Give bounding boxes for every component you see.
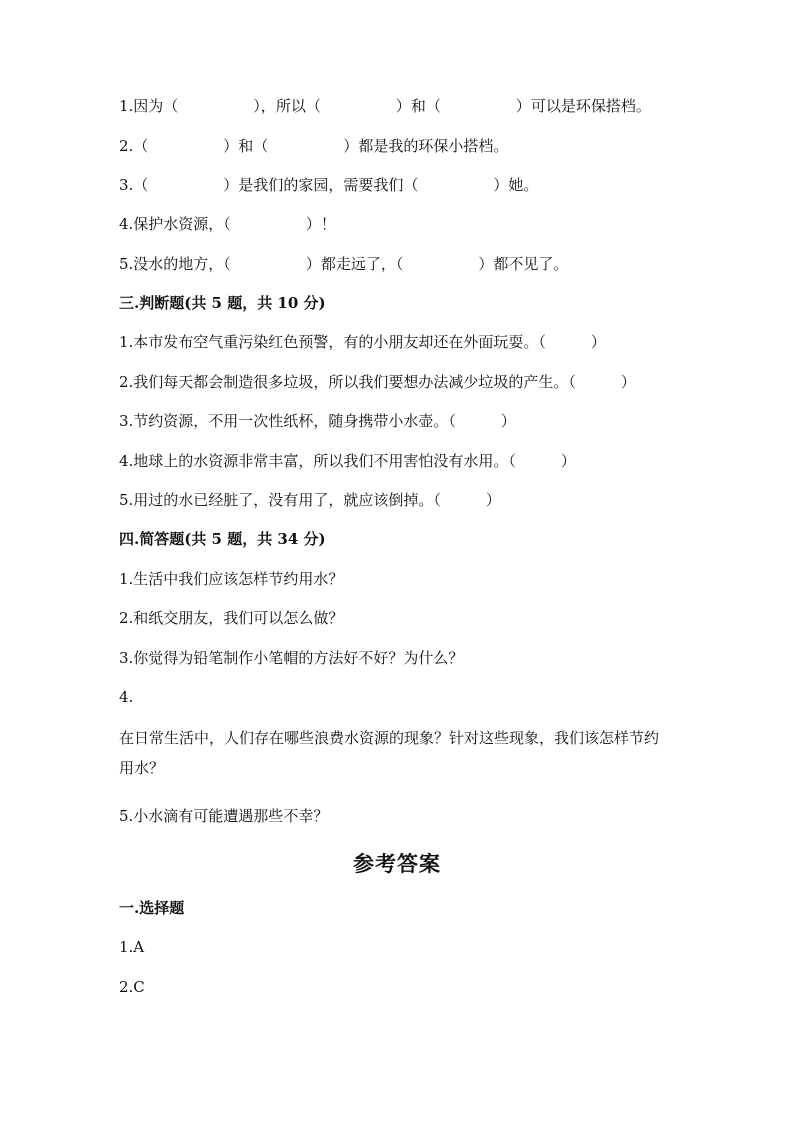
answer-item-2: 2.C (119, 978, 145, 996)
section-heading-judgement: 三.判断题(共 5 题，共 10 分) (119, 294, 326, 312)
short-answer-question-4-number: 4. (119, 688, 134, 706)
fill-in-question-4: 4.保护水资源，（ ）！ (119, 215, 336, 233)
fill-in-question-3: 3.（ ）是我们的家园，需要我们（ ）她。 (119, 176, 539, 194)
section-heading-short-answer: 四.简答题(共 5 题，共 34 分) (119, 530, 326, 548)
judgement-question-4: 4.地球上的水资源非常丰富，所以我们不用害怕没有水用。（ ） (119, 452, 576, 470)
judgement-question-1: 1.本市发布空气重污染红色预警，有的小朋友却还在外面玩耍。（ ） (119, 333, 606, 351)
judgement-question-5: 5.用过的水已经脏了，没有用了，就应该倒掉。（ ） (119, 491, 501, 509)
fill-in-question-5: 5.没水的地方，（ ）都走远了，（ ）都不见了。 (119, 255, 569, 273)
short-answer-question-3: 3.你觉得为铅笔制作小笔帽的方法好不好？为什么？ (119, 649, 464, 667)
short-answer-question-1: 1.生活中我们应该怎样节约用水？ (119, 570, 344, 588)
answer-item-1: 1.A (119, 938, 145, 956)
short-answer-question-5: 5.小水滴有可能遭遇那些不幸？ (119, 807, 329, 825)
fill-in-question-1: 1.因为（ ），所以（ ）和（ ）可以是环保搭档。 (119, 97, 651, 115)
fill-in-question-2: 2.（ ）和（ ）都是我的环保小搭档。 (119, 137, 509, 155)
short-answer-question-4-text: 在日常生活中，人们存在哪些浪费水资源的现象？针对这些现象，我们该怎样节约用水？ (119, 729, 660, 777)
judgement-question-3: 3.节约资源，不用一次性纸杯，随身携带小水壶。（ ） (119, 412, 516, 430)
answer-section-heading: 一.选择题 (119, 899, 185, 917)
answer-key-title: 参考答案 (353, 851, 441, 876)
judgement-question-2: 2.我们每天都会制造很多垃圾，所以我们要想办法减少垃圾的产生。（ ） (119, 373, 636, 391)
short-answer-question-2: 2.和纸交朋友，我们可以怎么做？ (119, 609, 344, 627)
